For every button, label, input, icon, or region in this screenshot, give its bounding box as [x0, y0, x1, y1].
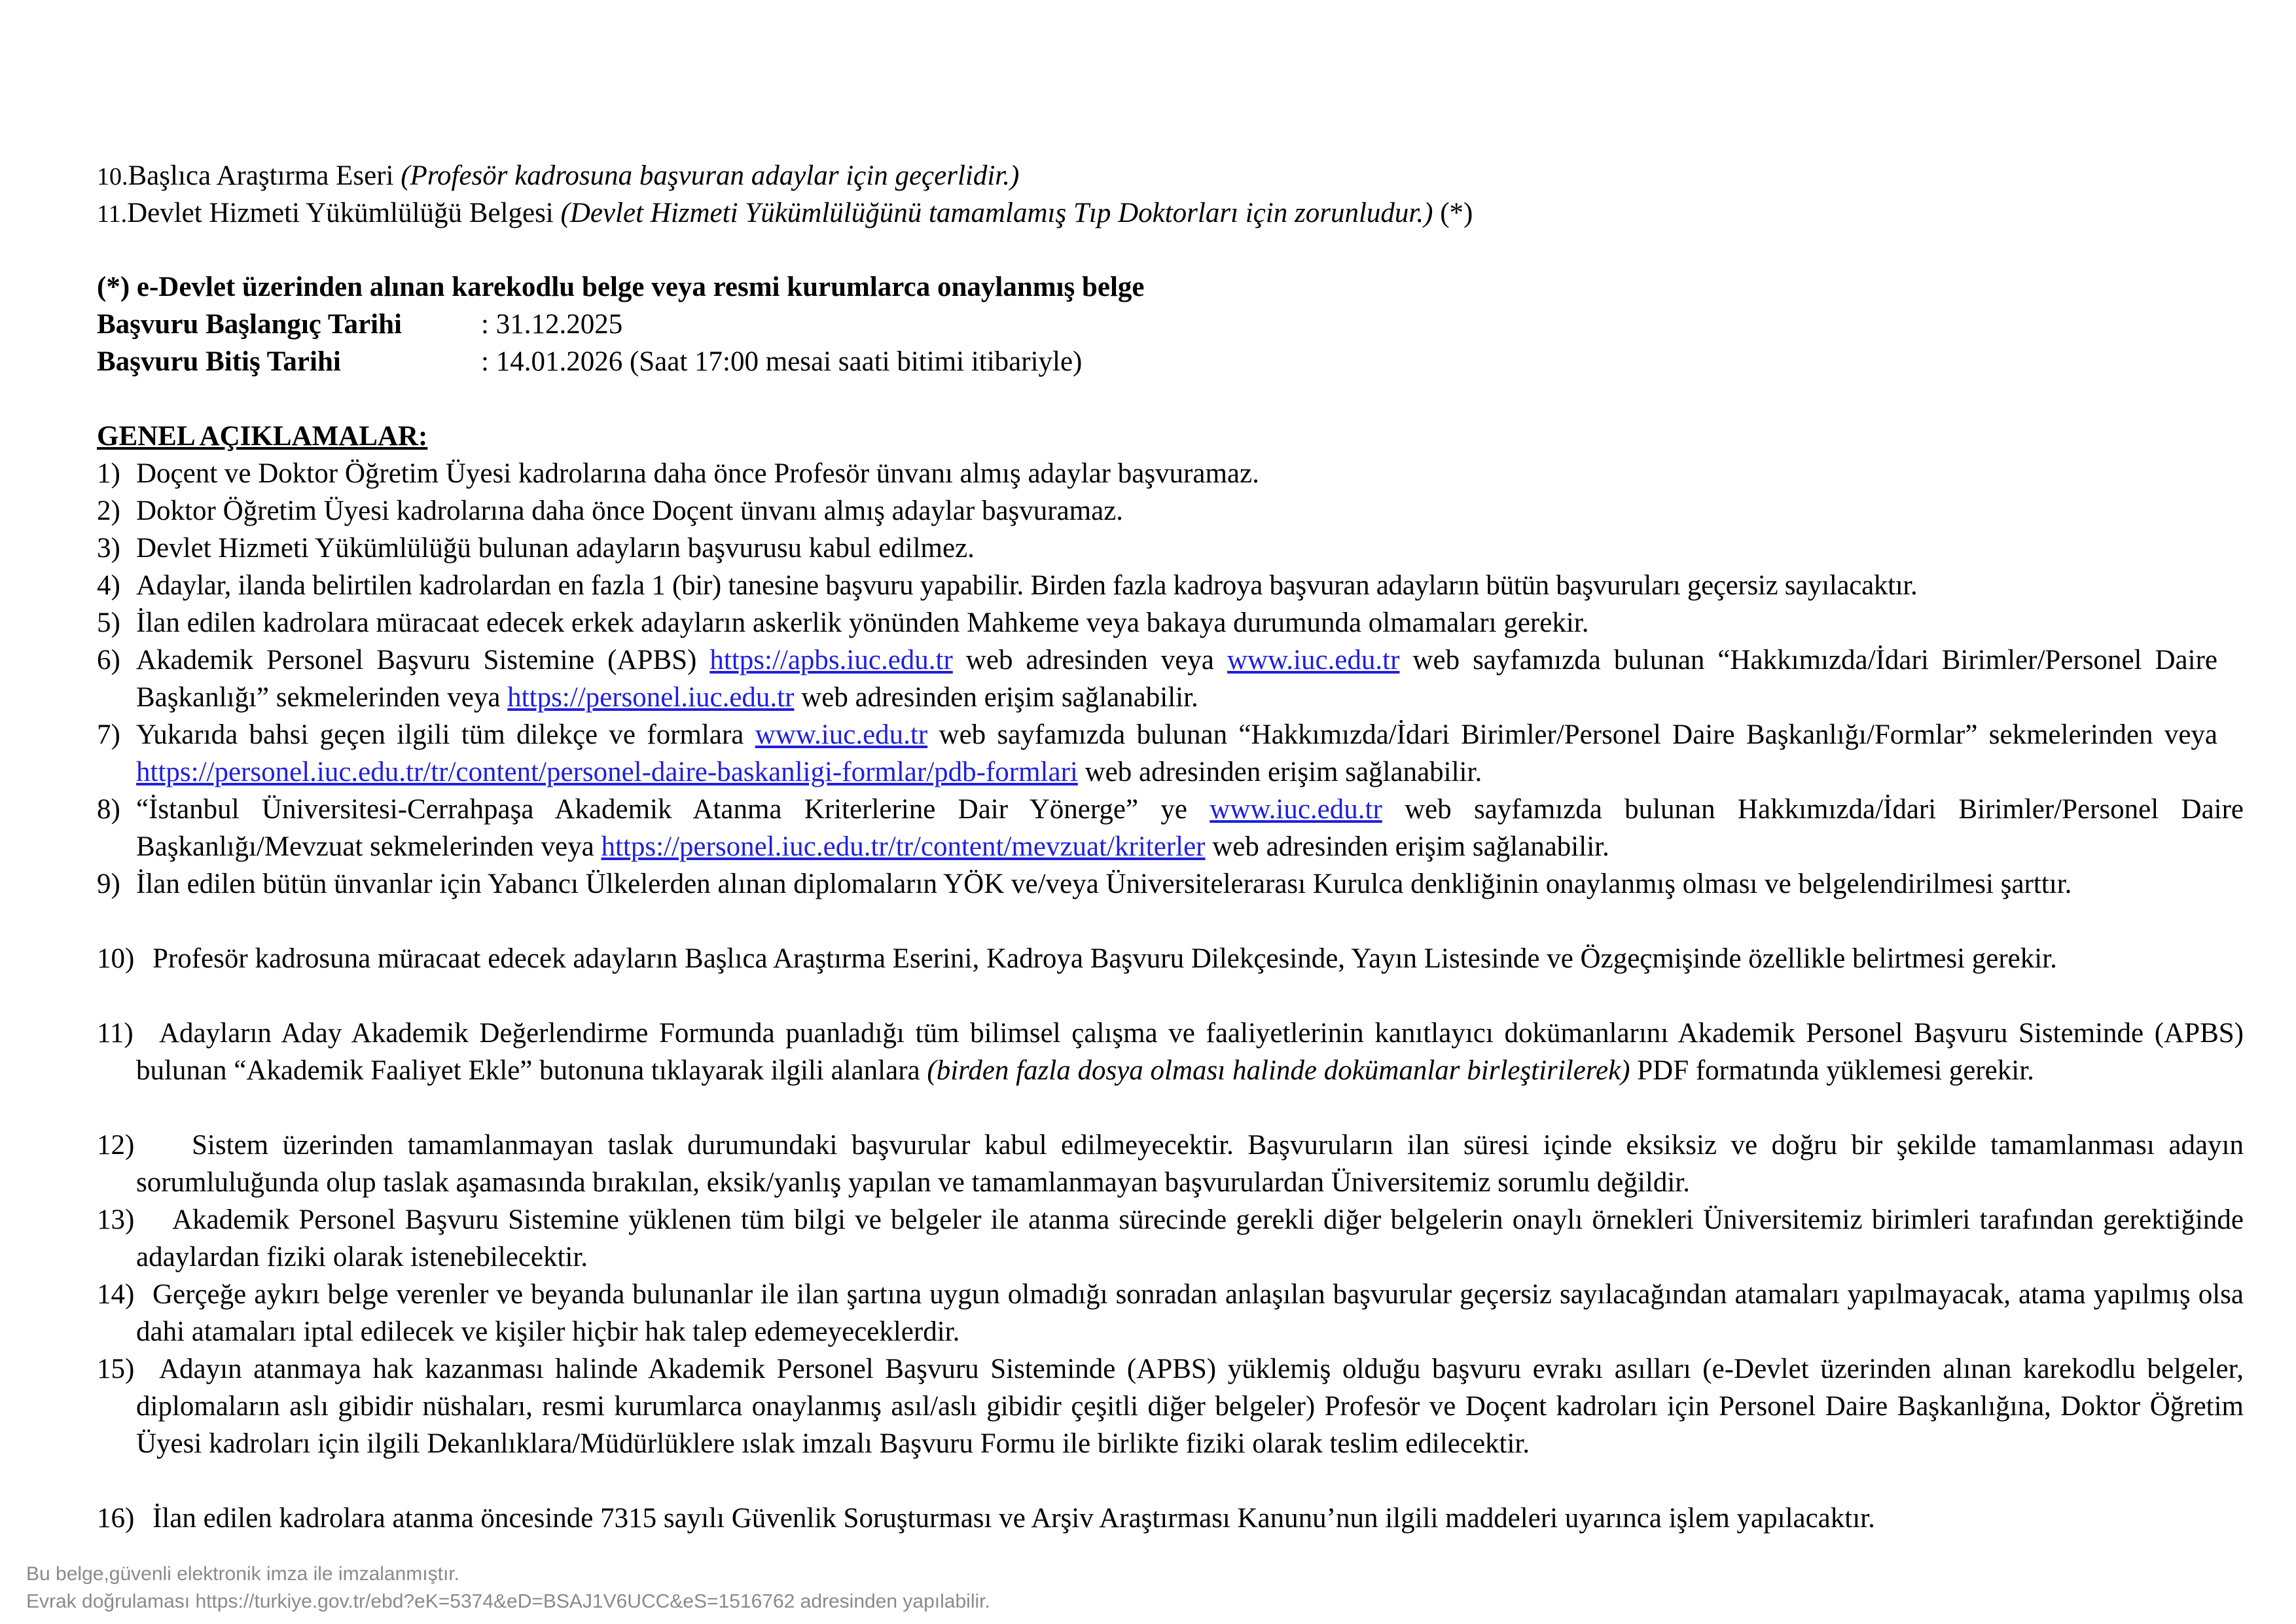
list-item: 3) Devlet Hizmeti Yükümlülüğü bulunan adayların başvurusu kabul edilmez. — [97, 533, 975, 564]
footnote: (*) e-Devlet üzerinden alınan karekodlu belge veya resmi kurumlarca onaylanmış belge — [97, 272, 1145, 302]
criteria-link[interactable]: https://personel.iuc.edu.tr/tr/content/mevzuat/kriterler — [601, 831, 1206, 862]
pdb-forms-link[interactable]: https://personel.iuc.edu.tr/tr/content/personel-daire-baskanligi-formlar/pdb-formlari — [136, 757, 1078, 787]
list-item: 8) “İstanbul Üniversitesi-Cerrahpaşa Akademik Atanma Kriterlerine Dair Yönerge” ye www.iuc.edu.tr web sayfamızda bulunan Hakkımızda/İdari Birimler/Personel Daire Başkanlığı/Mevzuat sekmelerinden veya https://personel.iuc.edu.tr/tr/content/mevzuat/kriterler web adresinden erişim sağlanabilir. — [97, 794, 2244, 862]
iuc-website-link[interactable]: www.iuc.edu.tr — [1227, 645, 1400, 676]
list-item: 14) Gerçeğe aykırı belge verenler ve beyanda bulunanlar ile ilan şartına uygun olmadığı sonradan anlaşılan başvurular geçersiz sayılacağından atamaları yapılmayacak, atama yapılmış olsa dahi atamaları iptal edilecek ve kişiler hiçbir hak talep edemeyeceklerdir. — [97, 1279, 2244, 1347]
list-item: 5) İlan edilen kadrolara müracaat edecek erkek adayların askerlik yönünden Mahkeme veya bakaya durumunda olmamaları gerekir. — [97, 607, 1589, 638]
apbs-link[interactable]: https://apbs.iuc.edu.tr — [709, 645, 953, 676]
section-title: GENEL AÇIKLAMALAR: — [97, 421, 428, 452]
list-item: 4) Adaylar, ilanda belirtilen kadrolardan en fazla 1 (bir) tanesine başvuru yapabilir. Birden fazla kadroya başvuran adayların bütün başvuruları geçersiz sayılacaktır. — [97, 570, 1918, 601]
list-item: 2) Doktor Öğretim Üyesi kadrolarına daha önce Doçent ünvanı almış adaylar başvuramaz. — [97, 496, 1124, 526]
end-date-value: : 14.01.2026 (Saat 17:00 mesai saati bitimi itibariyle) — [481, 346, 1083, 377]
list-item: 13) Akademik Personel Başvuru Sistemine yüklenen tüm bilgi ve belgeler ile atanma sürecinde gerekli diğer belgelerin onaylı örnekleri Üniversitemiz birimleri tarafından gerektiğinde adaylardan fiziki olarak istenebilecektir. — [97, 1204, 2244, 1272]
e-signature-note: Bu belge,güvenli elektronik imza ile imzalanmıştır. — [26, 1563, 459, 1585]
list-item: 12) Sistem üzerinden tamamlanmayan taslak durumundaki başvurular kabul edilmeyecektir. Başvuruların ilan süresi içinde eksiksiz ve doğru bir şekilde tamamlanması adayın sorumluluğunda olup taslak aşamasında bırakılan, eksik/yanlış yapılan ve tamamlanmayan başvurulardan Üniversitemiz sorumlu değildir. — [97, 1130, 2244, 1198]
start-date-value: : 31.12.2025 — [481, 309, 623, 340]
list-item: 7) Yukarıda bahsi geçen ilgili tüm dilekçe ve formlara www.iuc.edu.tr web sayfamızda bulunan “Hakkımızda/İdari Birimler/Personel Daire Başkanlığı/Formlar” sekmelerinden veya https://personel.iuc.edu.tr/tr/content/personel-daire-baskanligi-formlar/pdb-formlari web adresinden erişim sağlanabilir. — [97, 719, 2217, 787]
end-date-label: Başvuru Bitiş Tarihi — [97, 346, 341, 377]
list-item: 9) İlan edilen bütün ünvanlar için Yabancı Ülkelerden alınan diplomaların YÖK ve/veya Üniversitelerarası Kurulca denkliğinin onaylanmış olması ve belgelendirilmesi şarttır. — [97, 869, 2072, 899]
doc-item-10: 10.Başlıca Araştırma Eseri (Profesör kadrosuna başvuran adaylar için geçerlidir.) — [97, 160, 1020, 191]
list-item: 16) İlan edilen kadrolara atanma öncesinde 7315 sayılı Güvenlik Soruşturması ve Arşiv Araştırması Kanunu’nun ilgili maddeleri uyarınca işlem yapılacaktır. — [97, 1503, 1875, 1534]
verification-note: Evrak doğrulaması https://turkiye.gov.tr/ebd?eK=5374&eD=BSAJ1V6UCC&eS=1516762 adresinden yapılabilir. — [26, 1591, 990, 1612]
list-item: 15) Adayın atanmaya hak kazanması halinde Akademik Personel Başvuru Sisteminde (APBS) yüklemiş olduğu başvuru evrakı asılları (e-Devlet üzerinden alınan karekodlu belgeler, diplomaların aslı gibidir nüshaları, resmi kurumlarca onaylanmış asıl/aslı gibidir çeşitli diğer belgeler) Profesör ve Doçent kadroları için Personel Daire Başkanlığına, Doktor Öğretim Üyesi kadroları için ilgili Dekanlıklara/Müdürlüklere ıslak imzalı Başvuru Formu ile birlikte fiziki olarak teslim edilecektir. — [97, 1354, 2244, 1459]
iuc-website-link[interactable]: www.iuc.edu.tr — [755, 719, 928, 750]
personel-link[interactable]: https://personel.iuc.edu.tr — [507, 682, 795, 713]
list-item: 10) Profesör kadrosuna müracaat edecek adayların Başlıca Araştırma Eserini, Kadroya Başvuru Dilekçesinde, Yayın Listesinde ve Özgeçmişinde özellikle belirtmesi gerekir. — [97, 943, 2057, 974]
iuc-website-link[interactable]: www.iuc.edu.tr — [1210, 794, 1382, 825]
start-date-label: Başvuru Başlangıç Tarihi — [97, 309, 402, 340]
list-item: 6) Akademik Personel Başvuru Sistemine (APBS) https://apbs.iuc.edu.tr web adresinden veya www.iuc.edu.tr web sayfamızda bulunan “Hakkımızda/İdari Birimler/Personel Daire Başkanlığı” sekmelerinden veya https://personel.iuc.edu.tr web adresinden erişim sağlanabilir. — [97, 645, 2217, 713]
list-item: 1) Doçent ve Doktor Öğretim Üyesi kadrolarına daha önce Profesör ünvanı almış adaylar başvuramaz. — [97, 458, 1259, 489]
list-item: 11) Adayların Aday Akademik Değerlendirme Formunda puanladığı tüm bilimsel çalışma ve faaliyetlerinin kanıtlayıcı dokümanlarını Akademik Personel Başvuru Sisteminde (APBS) bulunan “Akademik Faaliyet Ekle” butonuna tıklayarak ilgili alanlara (birden fazla dosya olması halinde dokümanlar birleştirilerek) PDF formatında yüklemesi gerekir. — [97, 1018, 2244, 1086]
doc-item-11: 11.Devlet Hizmeti Yükümlülüğü Belgesi (Devlet Hizmeti Yükümlülüğünü tamamlamış Tıp Doktorları için zorunludur.) (*) — [97, 198, 1473, 228]
